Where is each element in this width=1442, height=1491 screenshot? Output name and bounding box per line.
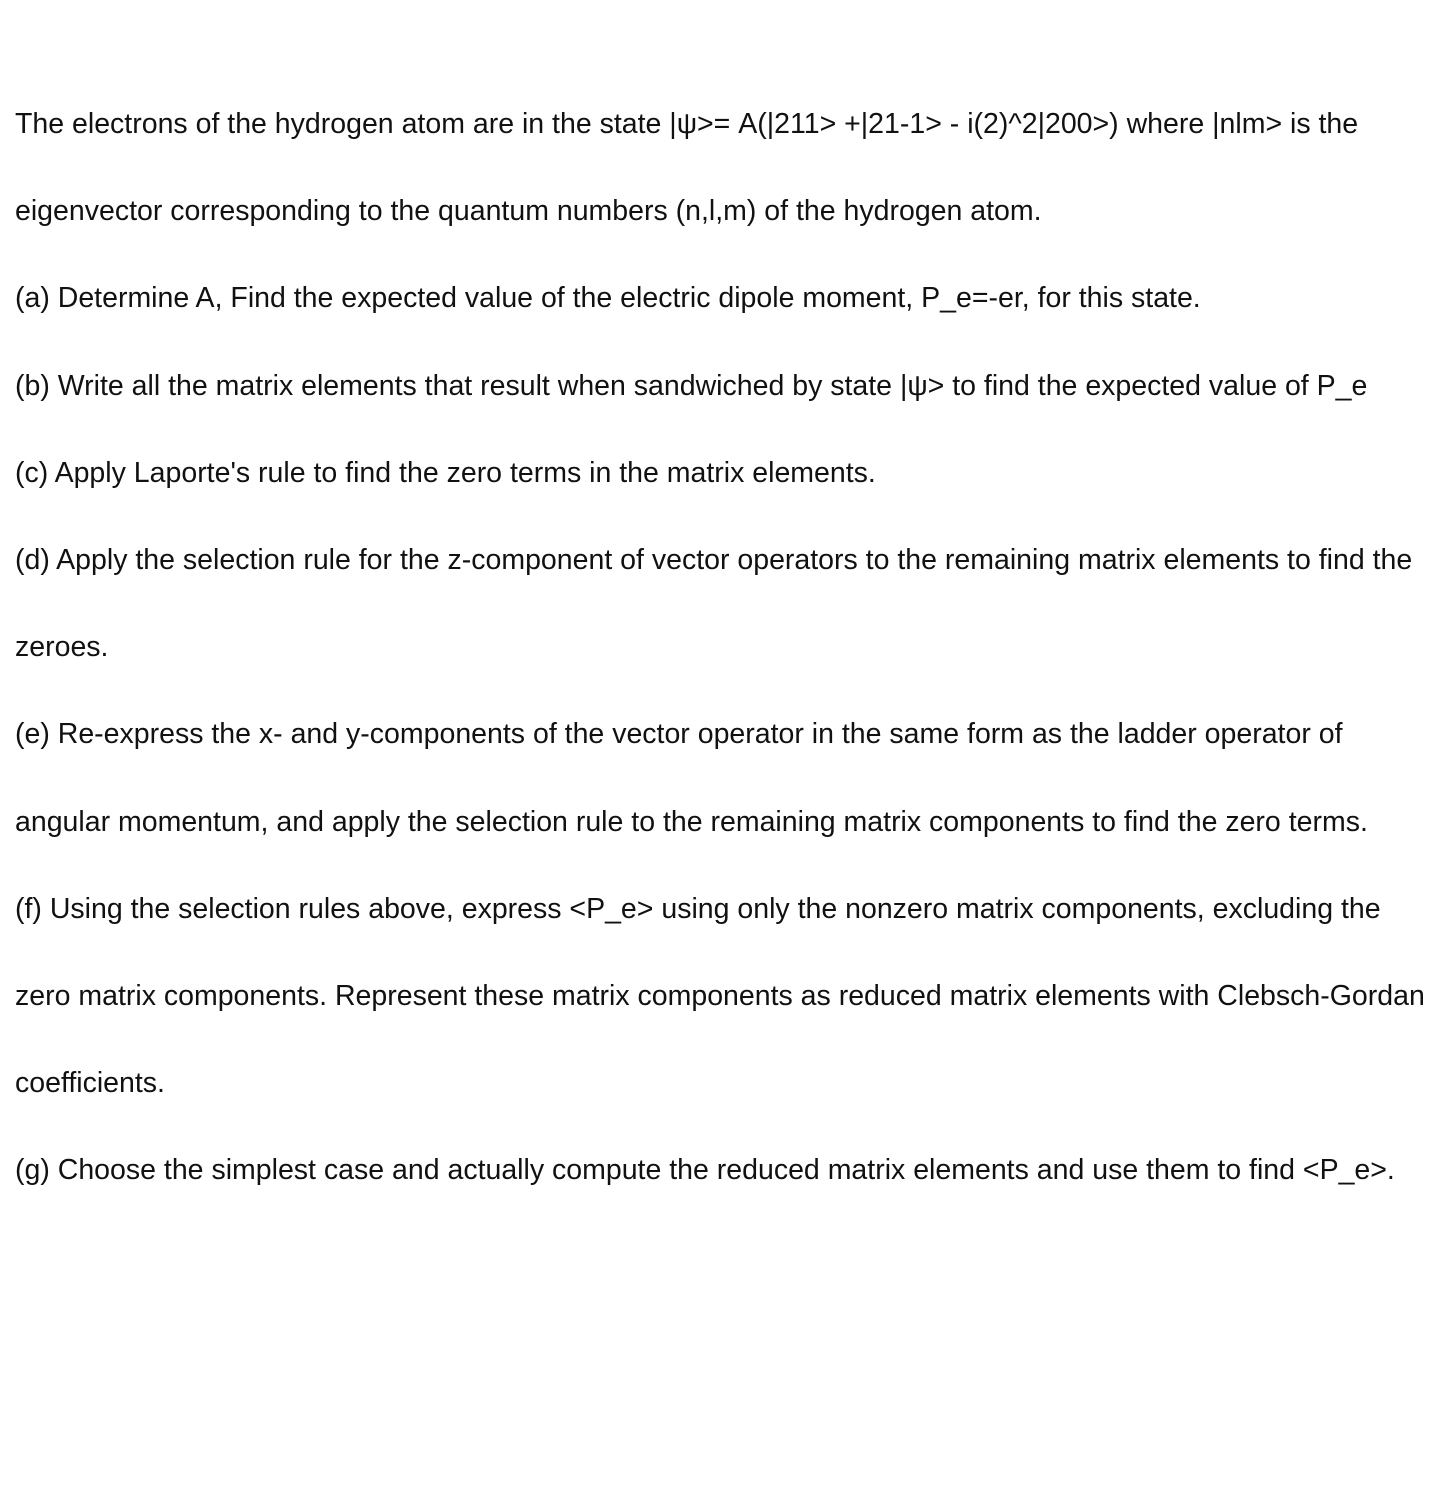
part-a: (a) Determine A, Find the expected value of the electric dipole moment, P_e=-er, for this state. xyxy=(15,282,1201,315)
part-e: (e) Re-express the x- and y-components of the vector operator in the same form as the ladder operator of angular momentum, and apply the selection rule to the remaining matrix components to find the zero terms. xyxy=(15,718,1368,838)
part-g: (g) Choose the simplest case and actually compute the reduced matrix elements and use them to find <P_e>. xyxy=(15,1154,1395,1187)
problem-intro: The electrons of the hydrogen atom are in the state |ψ>= A(|211> +|21-1> - i(2)^2|200>) where |nlm> is the eigenvector corresponding to the quantum numbers (n,l,m) of the hydrogen atom. xyxy=(15,108,1359,228)
part-d: (d) Apply the selection rule for the z-component of vector operators to the remaining matrix elements to find the zeroes. xyxy=(15,544,1413,664)
part-b: (b) Write all the matrix elements that result when sandwiched by state |ψ> to find the expected value of P_e xyxy=(15,369,1368,402)
problem-text xyxy=(15,81,1430,1215)
part-c: (c) Apply Laporte's rule to find the zero terms in the matrix elements. xyxy=(15,456,876,489)
part-f: (f) Using the selection rules above, express <P_e> using only the nonzero matrix components, excluding the zero matrix components. Represent these matrix components as reduced matrix elements with Clebsch-Gordan coefficients. xyxy=(15,892,1425,1100)
